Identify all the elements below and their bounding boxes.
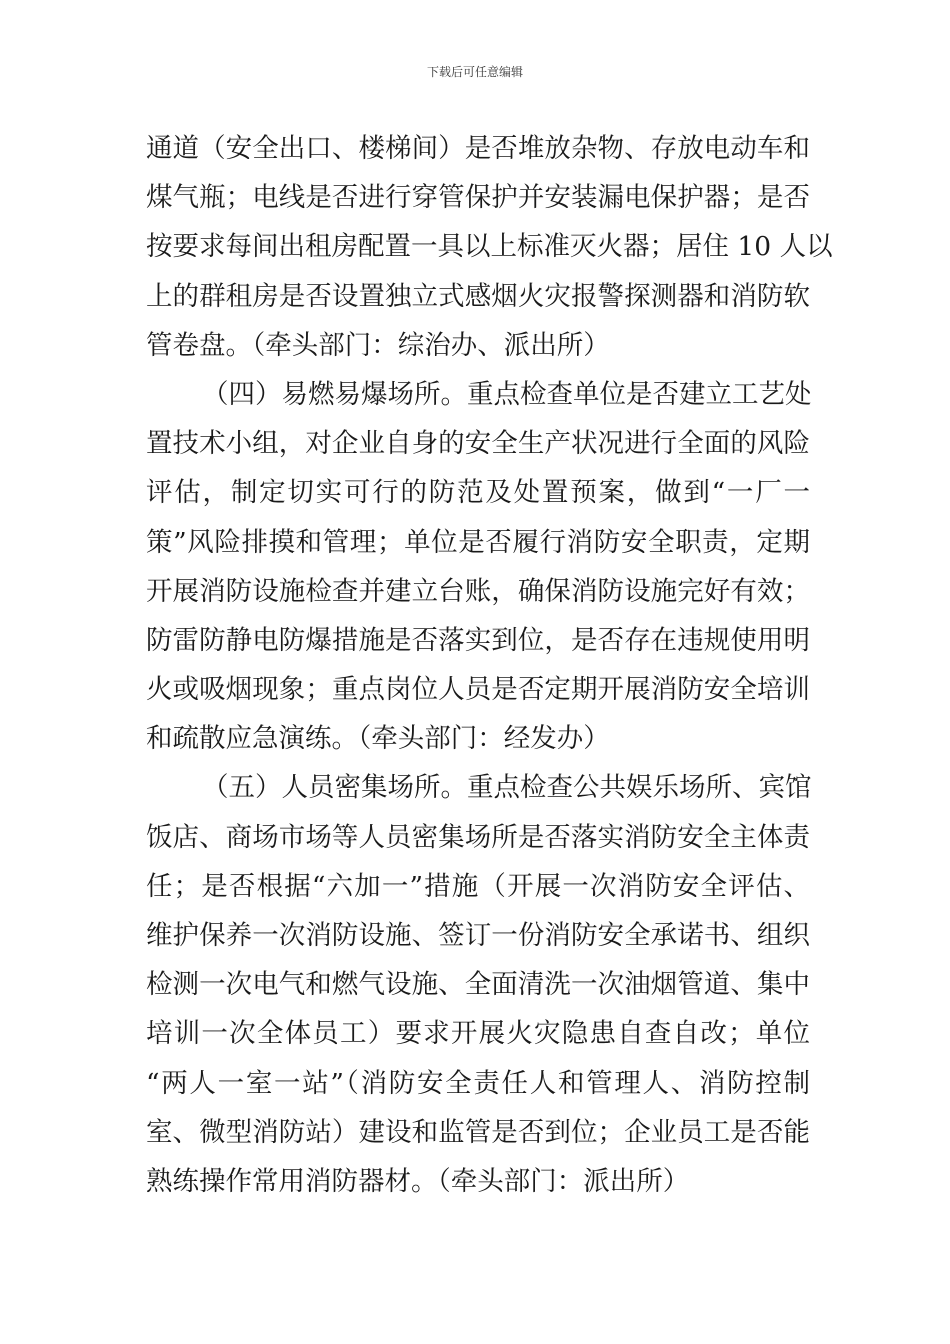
paragraph-2-line-1: （四）易燃易爆场所。重点检查单位是否建立工艺处: [202, 378, 812, 410]
paragraph-1-line-5: 管卷盘。（牵头部门：综治办、派出所）: [146, 329, 610, 361]
paragraph-2-line-7: 火或吸烟现象；重点岗位人员是否定期开展消防安全培训: [146, 674, 810, 706]
paragraph-3-line-7: “两人一室一站”（消防安全责任人和管理人、消防控制: [146, 1067, 810, 1099]
paragraph-1-line-1: 通道（安全出口、楼梯间）是否堆放杂物、存放电动车和: [146, 133, 810, 164]
paragraph-2-line-2: 置技术小组，对企业自身的安全生产状况进行全面的风险: [146, 428, 810, 460]
paragraph-3-line-9: 熟练操作常用消防器材。（牵头部门：派出所）: [146, 1165, 690, 1197]
paragraph-2-line-5: 开展消防设施检查并建立台账，确保消防设施完好有效；: [146, 575, 810, 607]
paragraph-1-line-2: 煤气瓶；电线是否进行穿管保护并安装漏电保护器；是否: [146, 182, 810, 214]
paragraph-2-line-8: 和疏散应急演练。（牵头部门：经发办）: [146, 723, 610, 755]
paragraph-1-line-4: 上的群租房是否设置独立式感烟火灾报警探测器和消防软: [146, 280, 810, 312]
paragraph-3-line-2: 饭店、商场市场等人员密集场所是否落实消防安全主体责: [146, 821, 810, 853]
document-body: [146, 124, 833, 1206]
paragraph-1-line-3: 按要求每间出租房配置一具以上标准灭火器；居住 10 人以: [146, 231, 833, 263]
paragraph-3-line-8: 室、微型消防站）建设和监管是否到位；企业员工是否能: [146, 1116, 810, 1148]
paragraph-2-line-6: 防雷防静电防爆措施是否落实到位，是否存在违规使用明: [146, 624, 810, 656]
page-header: 下载后可任意编辑: [426, 65, 523, 79]
paragraph-3-line-3: 任；是否根据“六加一”措施（开展一次消防安全评估、: [146, 870, 810, 902]
paragraph-3-line-4: 维护保养一次消防设施、签订一份消防安全承诺书、组织: [146, 920, 810, 951]
paragraph-3-line-1: （五）人员密集场所。重点检查公共娱乐场所、宾馆: [202, 772, 812, 804]
paragraph-2-line-3: 评估，制定切实可行的防范及处置预案，做到“一厂一: [146, 477, 810, 509]
paragraph-3-line-6: 培训一次全体员工）要求开展火灾隐患自查自改；单位: [146, 1018, 810, 1050]
paragraph-3-line-5: 检测一次电气和燃气设施、全面清洗一次油烟管道、集中: [146, 969, 810, 1001]
paragraph-2-line-4: 策”风险排摸和管理；单位是否履行消防安全职责，定期: [146, 526, 810, 558]
